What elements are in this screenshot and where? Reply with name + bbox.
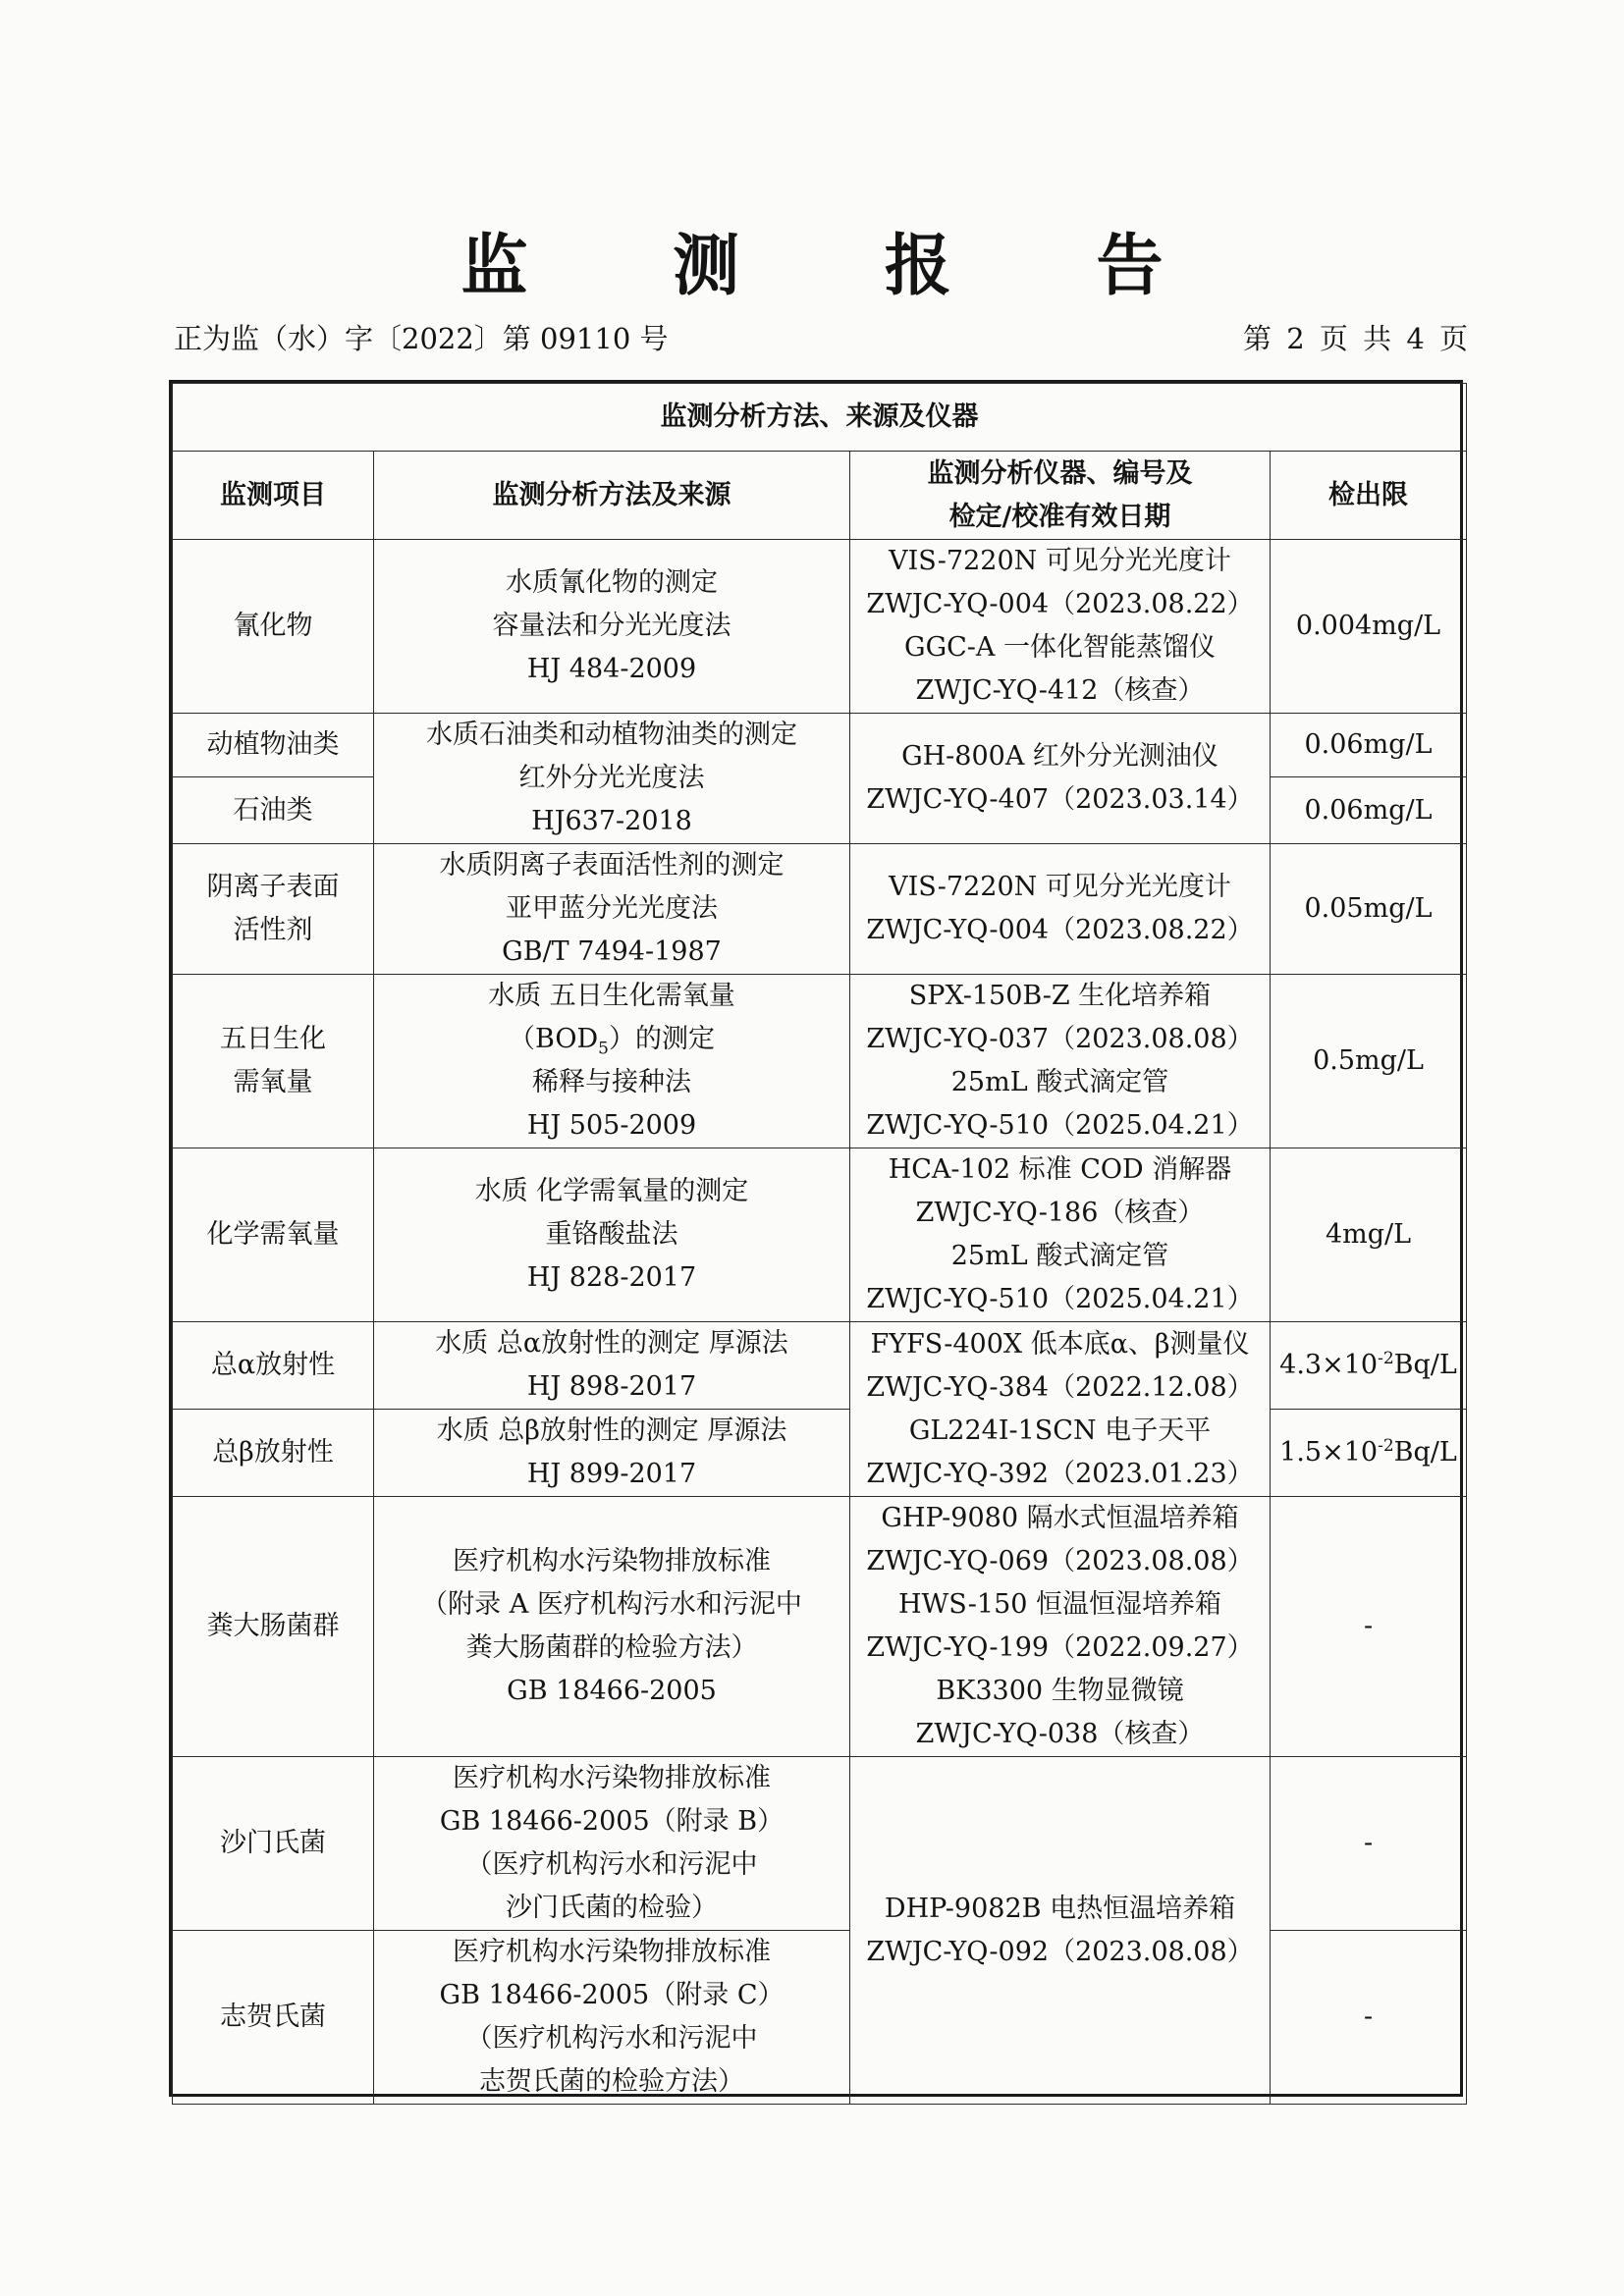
cell-limit: 0.004mg/L — [1271, 540, 1467, 714]
table-row — [173, 1757, 1467, 1931]
cell-instrument: GH-800A 红外分光测油仪 ZWJC-YQ-407（2023.03.14） — [850, 714, 1271, 844]
cell-method: 水质氰化物的测定 容量法和分光光度法 HJ 484-2009 — [374, 540, 850, 714]
cell-limit: - — [1271, 1497, 1467, 1757]
table-row — [173, 1322, 1467, 1410]
cell-method: 水质 化学需氧量的测定 重铬酸盐法 HJ 828-2017 — [374, 1148, 850, 1322]
cell-limit: 0.06mg/L — [1271, 777, 1467, 844]
page-number: 第 2 页 共 4 页 — [1243, 322, 1468, 355]
cell-method: 医疗机构水污染物排放标准 GB 18466-2005（附录 B） （医疗机构污水和污泥中 沙门氏菌的检验） — [374, 1757, 850, 1931]
cell-method: 水质 总α放射性的测定 厚源法 HJ 898-2017 — [374, 1322, 850, 1410]
cell-instrument: HCA-102 标准 COD 消解器 ZWJC-YQ-186（核查） 25mL 酸式滴定管 ZWJC-YQ-510（2025.04.21） — [850, 1148, 1271, 1322]
methods-table-frame — [169, 380, 1463, 2097]
method-lines: 稀释与接种法 HJ 505-2009 — [526, 1067, 697, 1141]
cell-item: 沙门氏菌 — [173, 1757, 374, 1931]
cell-method — [374, 975, 850, 1148]
cell-item: 动植物油类 — [173, 714, 374, 777]
bod-subscript: 5 — [598, 1039, 609, 1059]
table-caption: 监测分析方法、来源及仪器 — [173, 384, 1467, 452]
limit-exponent: -2 — [1378, 1348, 1394, 1368]
header-method: 监测分析方法及来源 — [374, 452, 850, 540]
table-row — [173, 1931, 1467, 2105]
cell-instrument: DHP-9082B 电热恒温培养箱 ZWJC-YQ-092（2023.08.08） — [850, 1757, 1271, 2105]
limit-unit: Bq/L — [1393, 1437, 1457, 1468]
cell-item: 粪大肠菌群 — [173, 1497, 374, 1757]
cell-item: 阴离子表面 活性剂 — [173, 844, 374, 975]
table-row — [173, 540, 1467, 714]
cell-limit — [1271, 1322, 1467, 1410]
cell-limit: - — [1271, 1757, 1467, 1931]
table-row — [173, 1497, 1467, 1757]
table-row — [173, 1410, 1467, 1497]
cell-method: 医疗机构水污染物排放标准 GB 18466-2005（附录 C） （医疗机构污水和污泥中 志贺氏菌的检验方法） — [374, 1931, 850, 2105]
cell-instrument: FYFS-400X 低本底α、β测量仪 ZWJC-YQ-384（2022.12.08） GL224I-1SCN 电子天平 ZWJC-YQ-392（2023.01.23） — [850, 1322, 1271, 1497]
cell-method: 水质阴离子表面活性剂的测定 亚甲蓝分光光度法 GB/T 7494-1987 — [374, 844, 850, 975]
cell-item: 化学需氧量 — [173, 1148, 374, 1322]
report-title: 监 测 报 告 — [460, 228, 1224, 305]
cell-method: 医疗机构水污染物排放标准 （附录 A 医疗机构污水和污泥中 粪大肠菌群的检验方法） GB 18466-2005 — [374, 1497, 850, 1757]
table-row — [173, 1148, 1467, 1322]
cell-limit: 0.5mg/L — [1271, 975, 1467, 1148]
header-instrument: 监测分析仪器、编号及 检定/校准有效日期 — [850, 452, 1271, 540]
cell-instrument: VIS-7220N 可见分光光度计 ZWJC-YQ-004（2023.08.22） GGC-A 一体化智能蒸馏仪 ZWJC-YQ-412（核查） — [850, 540, 1271, 714]
table-row — [173, 975, 1467, 1148]
cell-limit: - — [1271, 1931, 1467, 2105]
header-item: 监测项目 — [173, 452, 374, 540]
document-number: 正为监（水）字〔2022〕第 09110 号 — [174, 322, 669, 355]
table-row — [173, 844, 1467, 975]
cell-limit: 4mg/L — [1271, 1148, 1467, 1322]
limit-base: 4.3×10 — [1279, 1350, 1379, 1380]
cell-instrument: VIS-7220N 可见分光光度计 ZWJC-YQ-004（2023.08.22） — [850, 844, 1271, 975]
cell-limit: 0.06mg/L — [1271, 714, 1467, 777]
cell-item: 氰化物 — [173, 540, 374, 714]
method-line-bod — [380, 1018, 843, 1061]
cell-instrument: SPX-150B-Z 生化培养箱 ZWJC-YQ-037（2023.08.08） 25mL 酸式滴定管 ZWJC-YQ-510（2025.04.21） — [850, 975, 1271, 1148]
cell-method: 水质石油类和动植物油类的测定 红外分光光度法 HJ637-2018 — [374, 714, 850, 844]
limit-unit: Bq/L — [1393, 1350, 1457, 1380]
limit-base: 1.5×10 — [1279, 1437, 1379, 1468]
methods-table — [172, 383, 1467, 2105]
cell-limit — [1271, 1410, 1467, 1497]
table-header-row — [173, 452, 1467, 540]
cell-method: 水质 总β放射性的测定 厚源法 HJ 899-2017 — [374, 1410, 850, 1497]
cell-item: 总β放射性 — [173, 1410, 374, 1497]
limit-exponent: -2 — [1378, 1435, 1394, 1456]
cell-item: 五日生化 需氧量 — [173, 975, 374, 1148]
cell-item: 石油类 — [173, 777, 374, 844]
table-caption-row — [173, 384, 1467, 452]
bod-suffix: ）的测定 — [608, 1024, 715, 1054]
cell-instrument: GHP-9080 隔水式恒温培养箱 ZWJC-YQ-069（2023.08.08） HWS-150 恒温恒湿培养箱 ZWJC-YQ-199（2022.09.27） BK3300 生物显微镜 ZWJC-YQ-038（核查） — [850, 1497, 1271, 1757]
cell-item: 志贺氏菌 — [173, 1931, 374, 2105]
table-row — [173, 714, 1467, 777]
cell-limit: 0.05mg/L — [1271, 844, 1467, 975]
cell-item: 总α放射性 — [173, 1322, 374, 1410]
method-line: 水质 五日生化需氧量 — [488, 981, 735, 1011]
bod-prefix: （BOD — [509, 1024, 599, 1054]
header-limit: 检出限 — [1271, 452, 1467, 540]
